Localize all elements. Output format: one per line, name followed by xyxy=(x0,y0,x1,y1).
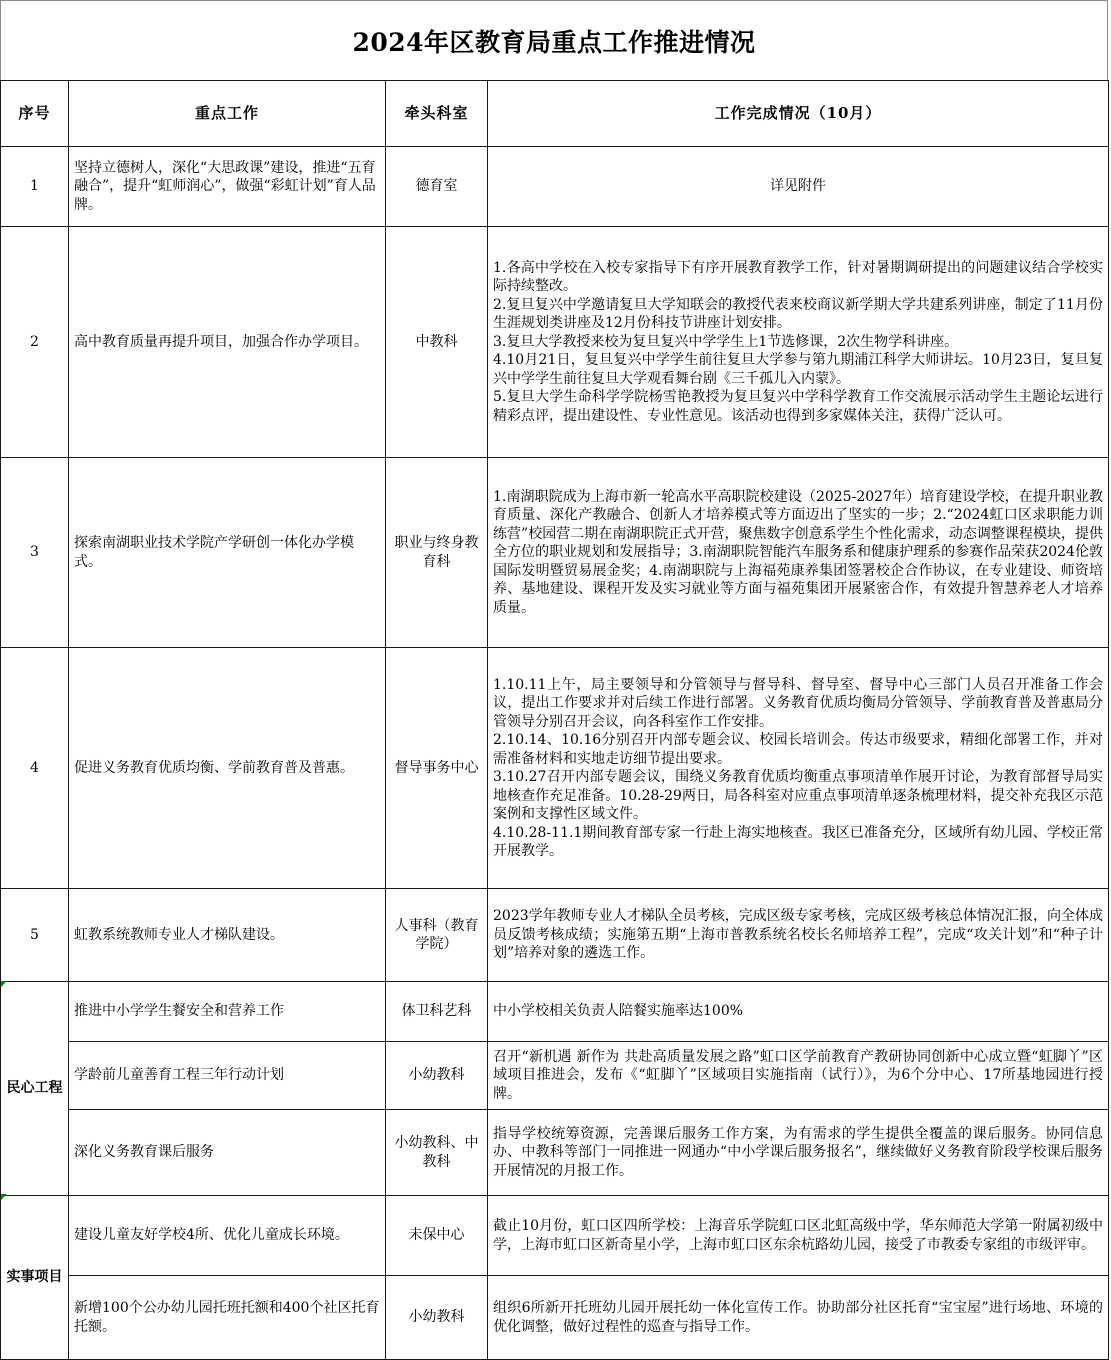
status-line: 2.复旦复兴中学邀请复旦大学知联会的教授代表来校商议新学期大学共建系列讲座，制定了11月份生涯规划类讲座及12月份科技节讲座计划安排。 xyxy=(493,296,1103,332)
group-label-shishi: 实事项目 xyxy=(1,1196,69,1360)
status-line: 3.10.27召开内部专题会议，围绕义务教育优质均衡重点事项清单作展开讨论，为教育部督导局实地核查作充足准备。10.28-29两日，局各科室对应重点事项清单逐条梳理材料，提交补充我区示范案例和支撑性区域文件。 xyxy=(493,769,1103,822)
header-index: 序号 xyxy=(1,81,69,147)
row-dept: 小幼教科、中教科 xyxy=(386,1110,488,1196)
row-work: 坚持立德树人，深化“大思政课”建设，推进“五育融合”，提升“虹师润心”，做强“彩虹计划”育人品牌。 xyxy=(69,147,386,227)
status-line: 1.10.11上午，局主要领导和分管领导与督导科、督导室、督导中心三部门人员召开准备工作会议，提出工作要求并对后续工作进行部署。义务教育优质均衡局分管领导、学前教育普及普惠局分管领导分别召开会议，向各科室作工作安排。 xyxy=(493,676,1103,730)
row-index: 3 xyxy=(1,458,69,648)
row-dept: 督导事务中心 xyxy=(386,648,488,889)
status-line: 3.复旦大学教授来校为复旦复兴中学学生上1节选修课，2次生物学科讲座。 xyxy=(493,333,959,350)
table-row xyxy=(1,1110,1109,1196)
row-work: 推进中小学学生餐安全和营养工作 xyxy=(69,982,386,1042)
table-header-row xyxy=(1,81,1109,147)
row-work: 探索南湖职业技术学院产学研创一体化办学模式。 xyxy=(69,458,386,648)
row-dept: 未保中心 xyxy=(386,1196,488,1276)
row-status: 截止10月份，虹口区四所学校：上海音乐学院虹口区北虹高级中学，华东师范大学第一附属初级中学，上海市虹口区新奇星小学，上海市虹口区东余杭路幼儿园，接受了市教委专家组的市级评审。 xyxy=(488,1196,1109,1276)
row-work: 高中教育质量再提升项目，加强合作办学项目。 xyxy=(69,227,386,458)
row-index: 2 xyxy=(1,227,69,458)
row-status: 召开“新机遇 新作为 共赴高质量发展之路”虹口区学前教育产教研协同创新中心成立暨“虹脚丫”区域项目推进会，发布《“虹脚丫”区域项目实施指南（试行）》，为6个分中心、17所基地园进行授牌。 xyxy=(488,1042,1109,1110)
table-row xyxy=(1,1196,1109,1276)
status-line: 5.复旦大学生命科学学院杨雪艳教授为复旦复兴中学科学教育工作交流展示活动学生主题论坛进行精彩点评，提出建设性、专业性意见。该活动也得到多家媒体关注，获得广泛认可。 xyxy=(493,389,1103,424)
row-dept: 体卫科艺科 xyxy=(386,982,488,1042)
table-row xyxy=(1,1276,1109,1360)
table-row xyxy=(1,648,1109,889)
row-status xyxy=(488,227,1109,458)
row-index: 4 xyxy=(1,648,69,889)
page-title: 2024年区教育局重点工作推进情况 xyxy=(0,0,1108,80)
header-dept: 牵头科室 xyxy=(386,81,488,147)
row-dept: 职业与终身教育科 xyxy=(386,458,488,648)
row-status xyxy=(488,648,1109,889)
row-index: 1 xyxy=(1,147,69,227)
table-row xyxy=(1,458,1109,648)
row-work: 深化义务教育课后服务 xyxy=(69,1110,386,1196)
table-row xyxy=(1,1042,1109,1110)
row-work: 促进义务教育优质均衡、学前教育普及普惠。 xyxy=(69,648,386,889)
row-status: 1.南湖职院成为上海市新一轮高水平高职院校建设（2025-2027年）培育建设学校，在提升职业教育质量、深化产教融合、创新人才培养模式等方面迈出了坚实的一步；2.“2024虹口区求职能力训练营”校园营二期在南湖职院正式开营，聚焦数字创意系学生个性化需求，动态调整课程模块，提供全方位的职业规划和发展指导；3.南湖职院智能汽车服务系和健康护理系的参赛作品荣获2024伦敦国际发明暨贸易展金奖；4.南湖职院与上海福苑康养集团签署校企合作协议，在专业建设、师资培养、基地建设、课程开发及实习就业等方面与福苑集团开展紧密合作，有效提升智慧养老人才培养质量。 xyxy=(488,458,1109,648)
row-dept: 中教科 xyxy=(386,227,488,458)
table-row xyxy=(1,147,1109,227)
row-index: 5 xyxy=(1,889,69,982)
header-status: 工作完成情况（10月） xyxy=(488,81,1109,147)
row-status: 2023学年教师专业人才梯队全员考核，完成区级专家考核，完成区级考核总体情况汇报，向全体成员反馈考核成绩；实施第五期“上海市普教系统名校长名师培养工程”，完成“攻关计划”和“种子计划”培养对象的遴选工作。 xyxy=(488,889,1109,982)
status-line: 4.10月21日，复旦复兴中学学生前往复旦大学参与第九期浦江科学大师讲坛。10月23日，复旦复兴中学学生前往复旦大学观看舞台剧《三千孤儿入内蒙》。 xyxy=(493,352,1103,387)
cell-comment-marker xyxy=(1,981,7,987)
row-work: 学龄前儿童善育工程三年行动计划 xyxy=(69,1042,386,1110)
row-work: 虹教系统教师专业人才梯队建设。 xyxy=(69,889,386,982)
row-status: 指导学校统筹资源，完善课后服务工作方案，为有需求的学生提供全覆盖的课后服务。协同信息办、中教科等部门一同推进一网通办“中小学课后服务报名”，继续做好义务教育阶段学校课后服务开展情况的月报工作。 xyxy=(488,1110,1109,1196)
row-dept: 小幼教科 xyxy=(386,1276,488,1360)
cell-comment-marker xyxy=(1,1194,7,1200)
status-line: 4.10.28-11.1期间教育部专家一行赴上海实地核查。我区已准备充分，区域所有幼儿园、学校正常开展教学。 xyxy=(493,824,1103,859)
table-row xyxy=(1,227,1109,458)
row-work: 建设儿童友好学校4所、优化儿童成长环境。 xyxy=(69,1196,386,1276)
row-dept: 小幼教科 xyxy=(386,1042,488,1110)
table-row xyxy=(1,889,1109,982)
status-line: 1.各高中学校在入校专家指导下有序开展教育教学工作，针对暑期调研提出的问题建议结合学校实际持续整改。 xyxy=(493,259,1103,295)
row-dept: 德育室 xyxy=(386,147,488,227)
status-line: 2.10.14、10.16分别召开内部专题会议、校园长培训会。传达市级要求，精细化部署工作，并对需准备材料和实地走访细节提出要求。 xyxy=(493,732,1103,767)
group-label-minxin: 民心工程 xyxy=(1,982,69,1196)
row-status: 详见附件 xyxy=(488,147,1109,227)
table-row xyxy=(1,982,1109,1042)
row-work: 新增100个公办幼儿园托班托额和400个社区托育托额。 xyxy=(69,1276,386,1360)
row-status: 中小学校相关负责人陪餐实施率达100% xyxy=(488,982,1109,1042)
row-status: 组织6所新开托班幼儿园开展托幼一体化宣传工作。协助部分社区托育“宝宝屋”进行场地、环境的优化调整，做好过程性的巡查与指导工作。 xyxy=(488,1276,1109,1360)
row-dept: 人事科（教育学院） xyxy=(386,889,488,982)
work-progress-table xyxy=(0,80,1109,1360)
header-work: 重点工作 xyxy=(69,81,386,147)
